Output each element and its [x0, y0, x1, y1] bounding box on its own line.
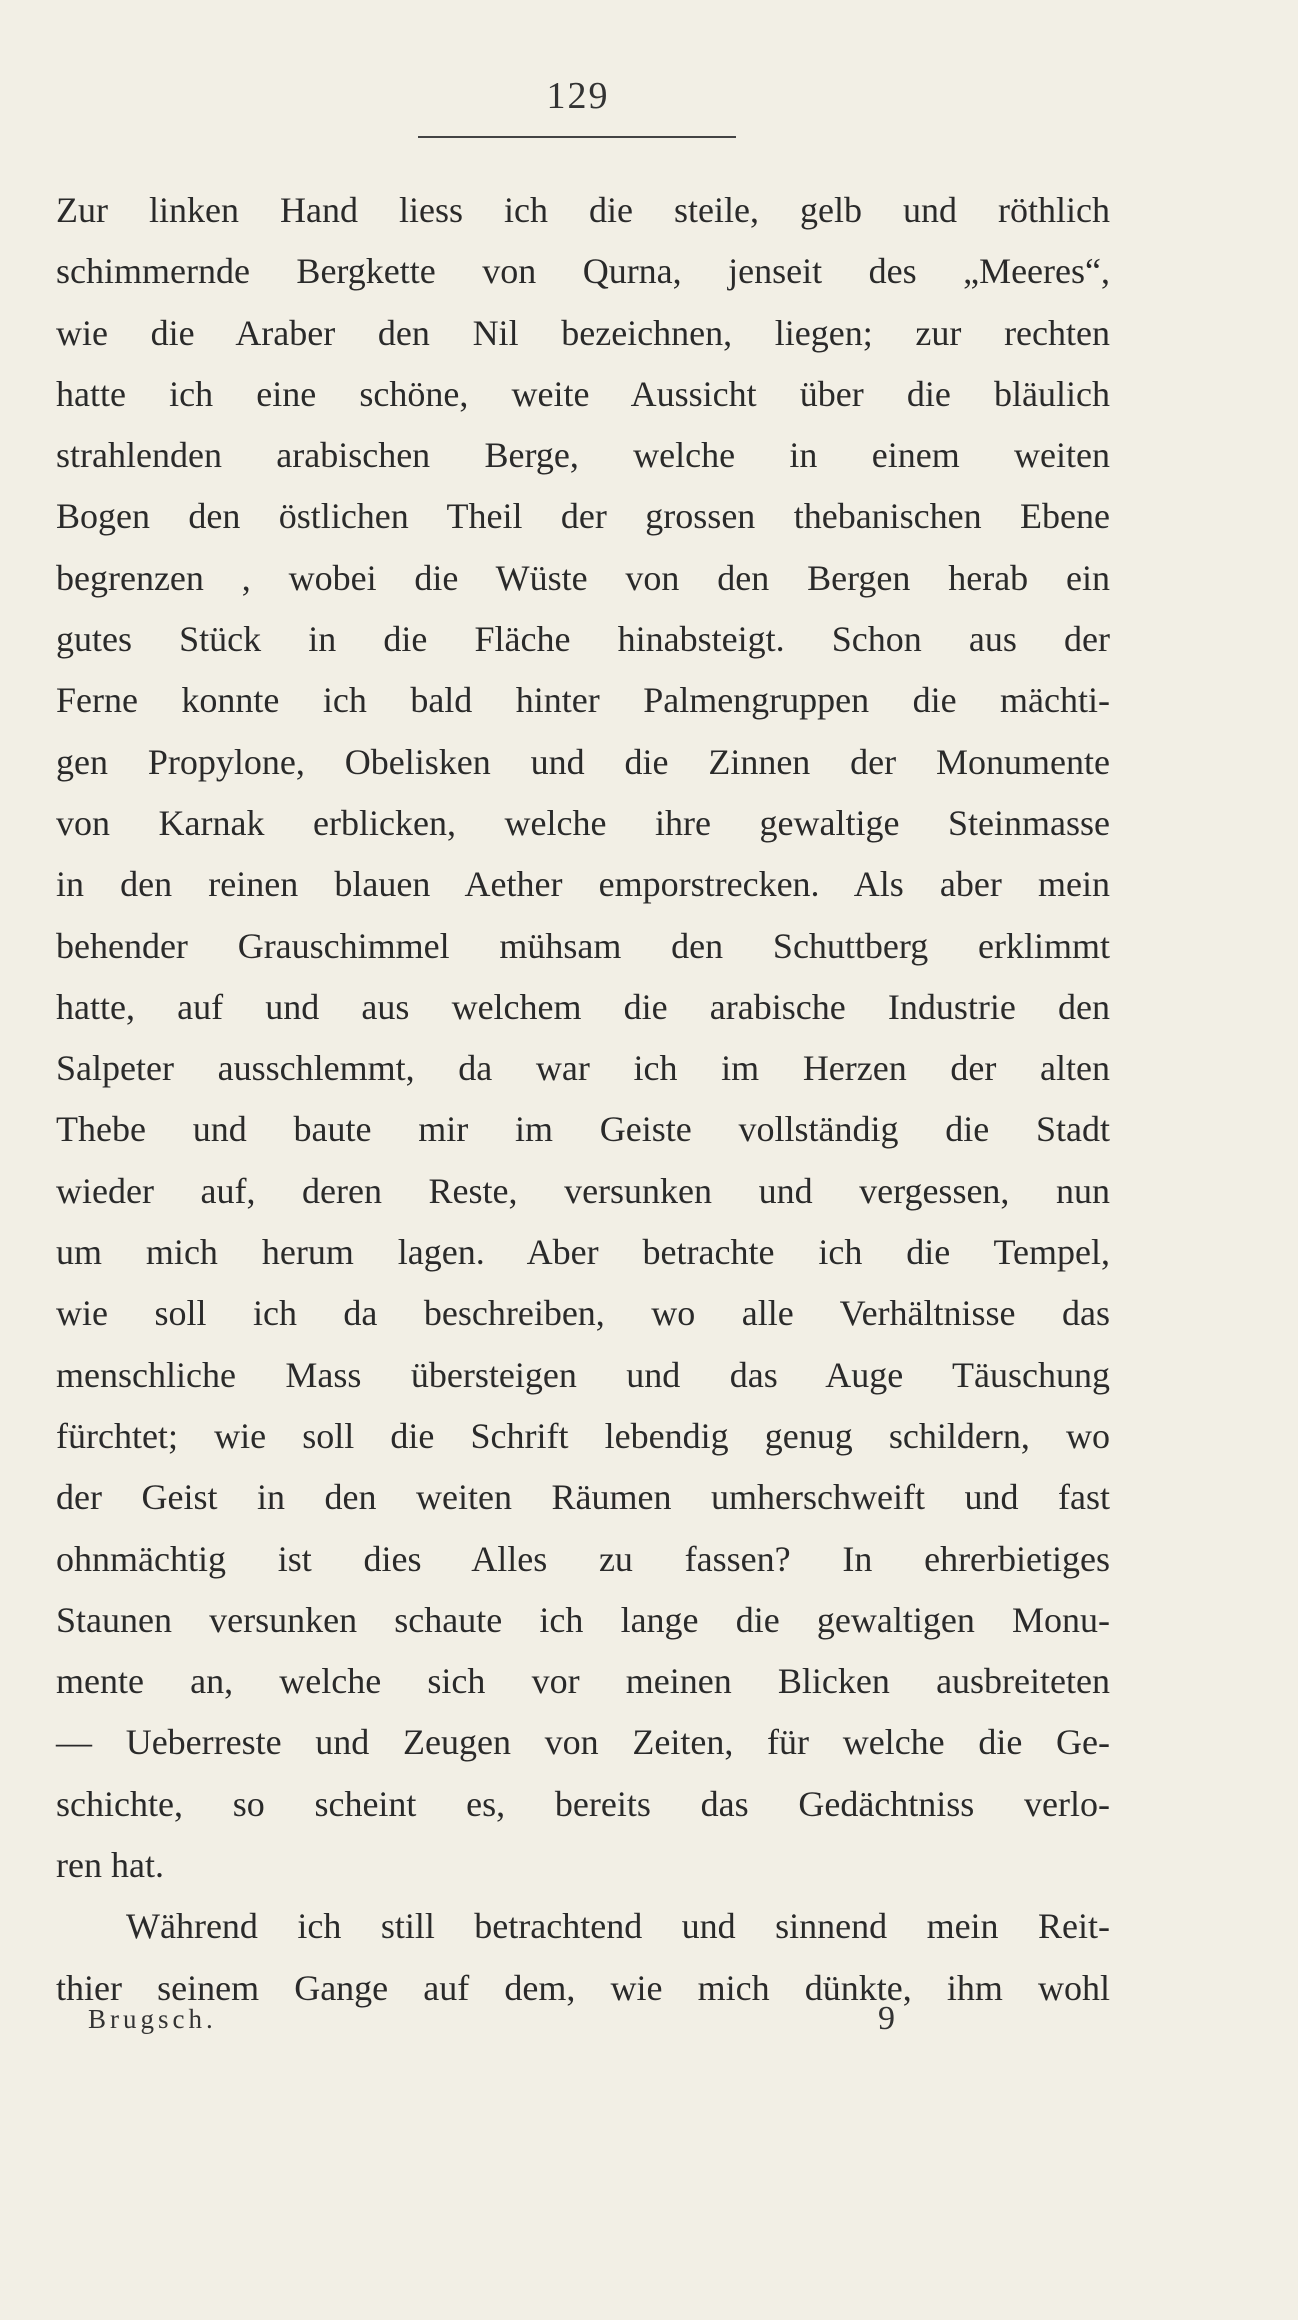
text-line: hatte, auf und aus welchem die arabische Industrie den — [56, 986, 1110, 1027]
text-line: thier seinem Gange auf dem, wie mich dünkte, ihm wohl — [56, 1967, 1110, 2008]
text-line: ohnmächtig ist dies Alles zu fassen? In ehrerbietiges — [56, 1538, 1110, 1579]
text-line: in den reinen blauen Aether emporstrecken. Als aber mein — [56, 864, 1110, 905]
text-line: um mich herum lagen. Aber betrachte ich die Tempel, — [56, 1232, 1110, 1273]
text-line: gen Propylone, Obelisken und die Zinnen der Monumente — [56, 741, 1110, 782]
header-rule — [418, 136, 736, 138]
text-line: schichte, so scheint es, bereits das Gedächtniss verlo- — [56, 1783, 1110, 1824]
text-line: behender Grauschimmel mühsam den Schuttberg erklimmt — [56, 925, 1110, 966]
text-line: wieder auf, deren Reste, versunken und vergessen, nun — [56, 1170, 1110, 1211]
signature-mark: Brugsch. — [88, 2004, 217, 2034]
signature-number: 9 — [878, 2000, 895, 2037]
text-line: wie die Araber den Nil bezeichnen, liegen; zur rechten — [56, 312, 1110, 353]
text-line: wie soll ich da beschreiben, wo alle Verhältnisse das — [56, 1293, 1110, 1334]
paragraph-end-line: ren hat. — [56, 1845, 164, 1886]
text-line: Staunen versunken schaute ich lange die gewaltigen Monu- — [56, 1599, 1110, 1640]
page-number: 129 — [546, 75, 610, 117]
text-line: schimmernde Bergkette von Qurna, jenseit des „Meeres“, — [56, 251, 1110, 292]
text-line: hatte ich eine schöne, weite Aussicht über die bläulich — [56, 373, 1110, 414]
body-text — [56, 180, 1110, 2019]
page-footer — [0, 2000, 1298, 2050]
text-line: menschliche Mass übersteigen und das Auge Täuschung — [56, 1354, 1110, 1395]
text-line: gutes Stück in die Fläche hinabsteigt. Schon aus der — [56, 619, 1110, 660]
text-line: Bogen den östlichen Theil der grossen thebanischen Ebene — [56, 496, 1110, 537]
text-line: strahlenden arabischen Berge, welche in einem weiten — [56, 435, 1110, 476]
text-line: Salpeter ausschlemmt, da war ich im Herzen der alten — [56, 1048, 1110, 1089]
text-line: Thebe und baute mir im Geiste vollständig die Stadt — [56, 1109, 1110, 1150]
text-line: von Karnak erblicken, welche ihre gewaltige Steinmasse — [56, 802, 1110, 843]
text-line: Zur linken Hand liess ich die steile, gelb und röthlich — [56, 190, 1110, 230]
text-line: — Ueberreste und Zeugen von Zeiten, für welche die Ge- — [56, 1722, 1110, 1763]
text-line: fürchtet; wie soll die Schrift lebendig genug schildern, wo — [56, 1415, 1110, 1456]
text-line: begrenzen , wobei die Wüste von den Bergen herab ein — [56, 557, 1110, 598]
paragraph-start-line: Während ich still betrachtend und sinnend mein Reit- — [126, 1906, 1110, 1947]
text-line: mente an, welche sich vor meinen Blicken ausbreiteten — [56, 1661, 1110, 1702]
text-line: Ferne konnte ich bald hinter Palmengruppen die mächti- — [56, 680, 1110, 721]
text-line: der Geist in den weiten Räumen umherschweift und fast — [56, 1477, 1110, 1518]
